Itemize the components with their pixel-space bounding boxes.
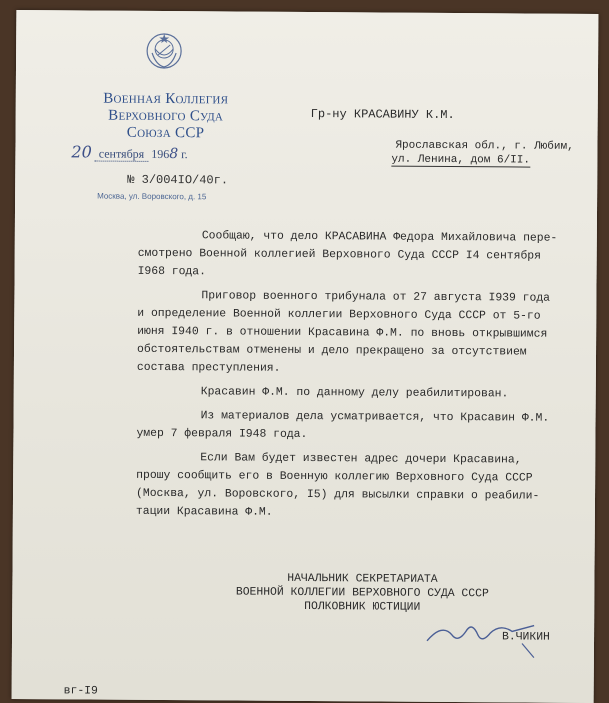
ussr-emblem-icon xyxy=(144,31,184,71)
signature-title-2: ВОЕННОЙ КОЛЛЕГИИ ВЕРХОВНОГО СУДА СССР xyxy=(235,586,489,601)
body-paragraph-3: Красавин Ф.М. по данному делу реабилитирован. xyxy=(200,386,509,401)
document-number xyxy=(127,173,228,188)
org-line-1: Военная Коллегия xyxy=(103,90,229,108)
recipient-address-line-2: ул. Ленина, дом 6/II. xyxy=(391,153,531,167)
signature-title-1: НАЧАЛЬНИК СЕКРЕТАРИАТА xyxy=(287,572,438,586)
body-paragraph-1: Сообщаю, что дело КРАСАВИНА Федора Михайловича пере- смотрено Военной коллегией Верховного Суда СССР I4 сентября I968 года. xyxy=(137,230,558,279)
letter-date xyxy=(71,142,187,162)
letter-body xyxy=(136,227,578,530)
date-year-digit: 8 xyxy=(169,146,179,163)
body-paragraph-4: Из материалов дела усматривается, что Красавин Ф.М. умер 7 февраля I948 года. xyxy=(136,410,550,442)
date-suffix: г. xyxy=(181,147,188,162)
signature-block xyxy=(192,571,532,615)
org-line-2: Верховного Суда xyxy=(108,107,224,125)
body-paragraph-2: Приговор военного трибунала от 27 августа I939 года и определение Военной коллегии Верховного Суда СССР от 5-го июня I940 г. в отношении Красавина Ф.М. по вновь открывшимся обстоятельствам отменены и дело прекращено за отсутствием состава преступления. xyxy=(136,290,551,375)
letter-sheet xyxy=(12,10,599,703)
org-address: Москва, ул. Воровского, д. 15 xyxy=(97,191,207,202)
recipient-address-line-1: Ярославская обл., г. Любим, xyxy=(395,139,574,153)
date-year-prefix: 196 xyxy=(151,146,170,162)
date-month: сентября xyxy=(95,147,149,162)
number-prefix: № xyxy=(127,172,135,187)
reference-code: вг-I9 xyxy=(63,685,98,698)
signature-title-3: ПОЛКОВНИК ЮСТИЦИИ xyxy=(304,601,421,614)
org-line-3: Союза ССР xyxy=(126,124,205,142)
signatory-name: В.ЧИКИН xyxy=(502,631,550,644)
number-value: 3/004IO/40г. xyxy=(141,172,229,188)
date-day: 20 xyxy=(71,142,92,162)
body-paragraph-5: Если Вам будет известен адрес дочери Красавина, прошу сообщить его в Военную коллегию Верховного Суда СССР (Москва, ул. Воровского, I5) для высылки справки о реабили- тации Красавина Ф.М. xyxy=(135,452,540,519)
recipient-name: Гр-ну КРАСАВИНУ К.М. xyxy=(310,107,455,123)
letterhead-organization xyxy=(81,90,249,142)
